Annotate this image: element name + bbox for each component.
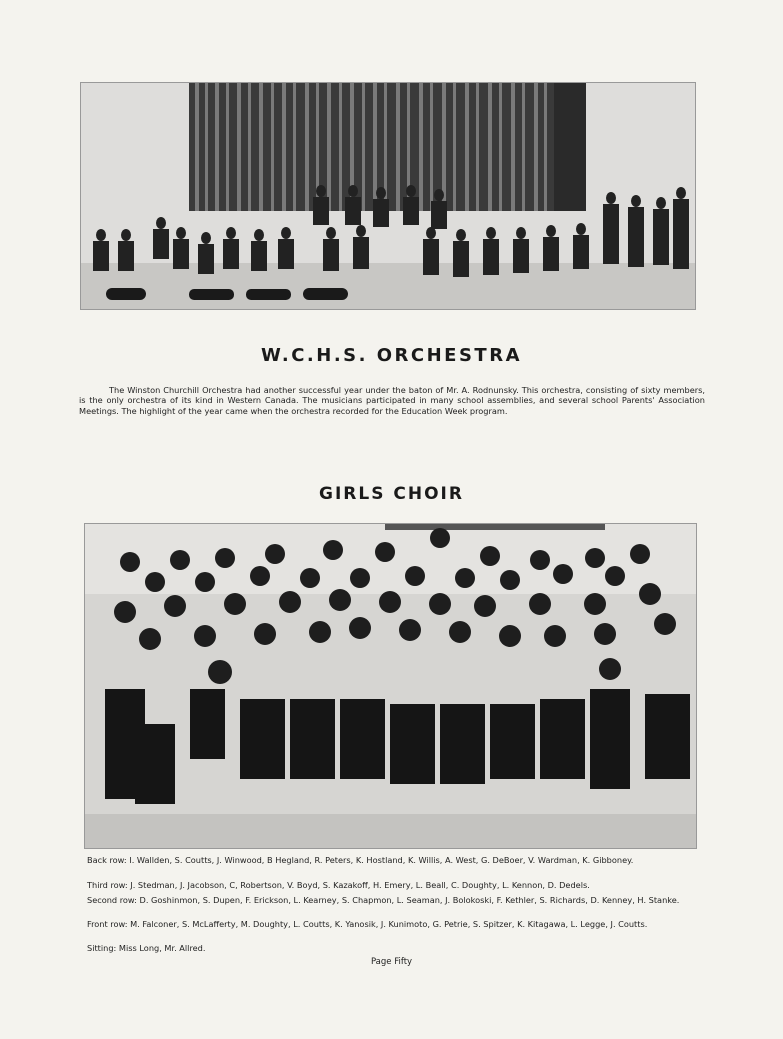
caption-second-row: Second row: D. Goshinmon, S. Dupen, F. Erickson, L. Kearney, S. Chapmon, L. Seaman, J. Bolokoski, F. Kethler, S. Richards, D. Kenney, H. Stanke. <box>87 895 680 905</box>
caption-front-row: Front row: M. Falconer, S. McLafferty, M. Doughty, L. Coutts, K. Yanosik, J. Kunimoto, G. Petrie, S. Spitzer, K. Kitagawa, L. Legge, J. Coutts. <box>87 919 648 929</box>
orchestra-photo <box>80 82 696 310</box>
orchestra-description: The Winston Churchill Orchestra had another successful year under the baton of Mr. A. Rodnunsky. This orchestra, consisting of sixty members, is the only orchestra of its kind in Western Canada. The musicians participated in many school assemblies, and several school Parents' Association Meetings. The highlight of the year came when the orchestra recorded for the Education Week program. <box>79 385 705 416</box>
caption-sitting: Sitting: Miss Long, Mr. Allred. <box>87 943 206 953</box>
choir-photo <box>84 523 697 849</box>
page-number: Page Fifty <box>370 957 413 967</box>
caption-back-row: Back row: I. Wallden, S. Coutts, J. Winwood, B Hegland, R. Peters, K. Hostland, K. Willis, A. West, G. DeBoer, V. Wardman, K. Gibboney. <box>87 855 634 865</box>
caption-third-row: Third row: J. Stedman, J. Jacobson, C, Robertson, V. Boyd, S. Kazakoff, H. Emery, L. Beall, C. Doughty, L. Kennon, D. Dedels. <box>87 880 590 890</box>
choir-title: GIRLS CHOIR <box>319 484 464 504</box>
orchestra-title: W.C.H.S. ORCHESTRA <box>260 345 522 366</box>
